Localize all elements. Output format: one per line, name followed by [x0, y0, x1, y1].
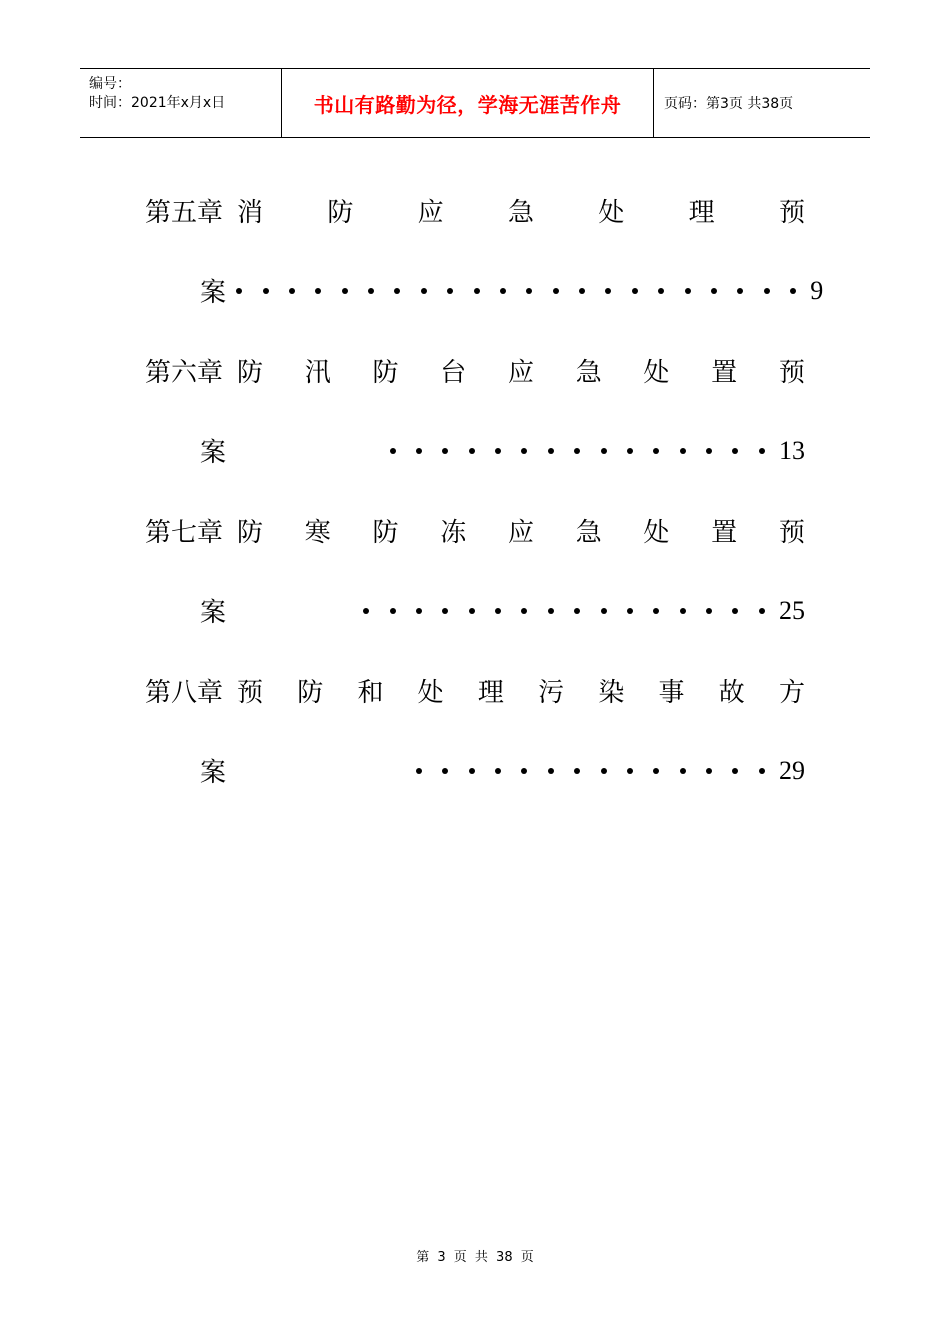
chapter-title-char: 处 — [643, 518, 670, 548]
toc-entry-continuation — [145, 752, 805, 792]
toc-entry-title — [145, 672, 805, 712]
chapter-title-char: 处 — [598, 198, 625, 228]
chapter-title-char: 置 — [711, 358, 738, 388]
chapter-title-char: 置 — [711, 518, 738, 548]
chapter-title-char: 案 — [200, 758, 227, 788]
toc-entry-title — [145, 352, 805, 392]
toc-entry-continuation — [145, 272, 824, 312]
chapter-title-char: 预 — [778, 198, 805, 228]
chapter-title-char: 预 — [237, 678, 264, 708]
chapter-number: 第八章 — [145, 678, 224, 708]
chapter-title-char: 案 — [200, 438, 227, 468]
chapter-title-char: 急 — [575, 518, 602, 548]
chapter-title-char: 案 — [200, 598, 227, 628]
page-header — [80, 68, 870, 138]
dot-leader — [240, 768, 775, 774]
chapter-title-char: 案 — [200, 278, 227, 308]
chapter-title-char: 事 — [658, 678, 685, 708]
chapter-title-char: 染 — [598, 678, 625, 708]
toc-page-number: 13 — [779, 435, 805, 465]
chapter-title-char: 消 — [237, 198, 264, 228]
number-label: 编号： — [89, 76, 131, 92]
header-motto-cell — [282, 69, 654, 137]
chapter-title-char: 急 — [508, 198, 535, 228]
dot-leader — [226, 288, 806, 294]
chapter-number: 第七章 — [145, 518, 224, 548]
header-page-cell — [654, 69, 870, 137]
chapter-title-char: 和 — [357, 678, 384, 708]
chapter-title-char: 防 — [372, 518, 399, 548]
header-meta — [80, 69, 282, 137]
chapter-title-char: 汛 — [304, 358, 331, 388]
chapter-title-char: 处 — [417, 678, 444, 708]
chapter-title-char: 理 — [688, 198, 715, 228]
chapter-title-char: 防 — [297, 678, 324, 708]
dot-leader — [240, 448, 775, 454]
toc-page-number: 29 — [779, 755, 805, 785]
time-label: 时间：2021年x月x日 — [89, 95, 226, 111]
chapter-title-char: 寒 — [304, 518, 331, 548]
page-footer: 第 3 页 共 38 页 — [416, 1250, 534, 1265]
chapter-title-char: 预 — [778, 518, 805, 548]
toc-page-number: 9 — [810, 275, 824, 305]
page-label: 页码：第3页 共38页 — [664, 96, 794, 112]
motto: 书山有路勤为径，学海无涯苦作舟 — [313, 92, 622, 117]
chapter-title-char: 急 — [575, 358, 602, 388]
chapter-number: 第六章 — [145, 358, 224, 388]
chapter-title-char: 理 — [477, 678, 504, 708]
toc-entry-title — [145, 192, 805, 232]
chapter-title-char: 台 — [440, 358, 467, 388]
chapter-title-char: 故 — [718, 678, 745, 708]
chapter-title-char: 方 — [778, 678, 805, 708]
toc-entry-continuation — [145, 592, 805, 632]
toc-entry-title — [145, 512, 805, 552]
chapter-title-char: 防 — [237, 358, 264, 388]
chapter-title-char: 处 — [643, 358, 670, 388]
toc-entry-continuation — [145, 432, 805, 472]
chapter-title-char: 应 — [417, 198, 444, 228]
chapter-number: 第五章 — [145, 198, 224, 228]
chapter-title-char: 防 — [237, 518, 264, 548]
toc-page-number: 25 — [779, 595, 805, 625]
chapter-title-char: 防 — [372, 358, 399, 388]
chapter-title-char: 应 — [507, 358, 534, 388]
chapter-title-char: 应 — [507, 518, 534, 548]
chapter-title-char: 污 — [538, 678, 565, 708]
dot-leader — [240, 608, 775, 614]
chapter-title-char: 防 — [327, 198, 354, 228]
chapter-title-char: 冻 — [440, 518, 467, 548]
chapter-title-char: 预 — [778, 358, 805, 388]
